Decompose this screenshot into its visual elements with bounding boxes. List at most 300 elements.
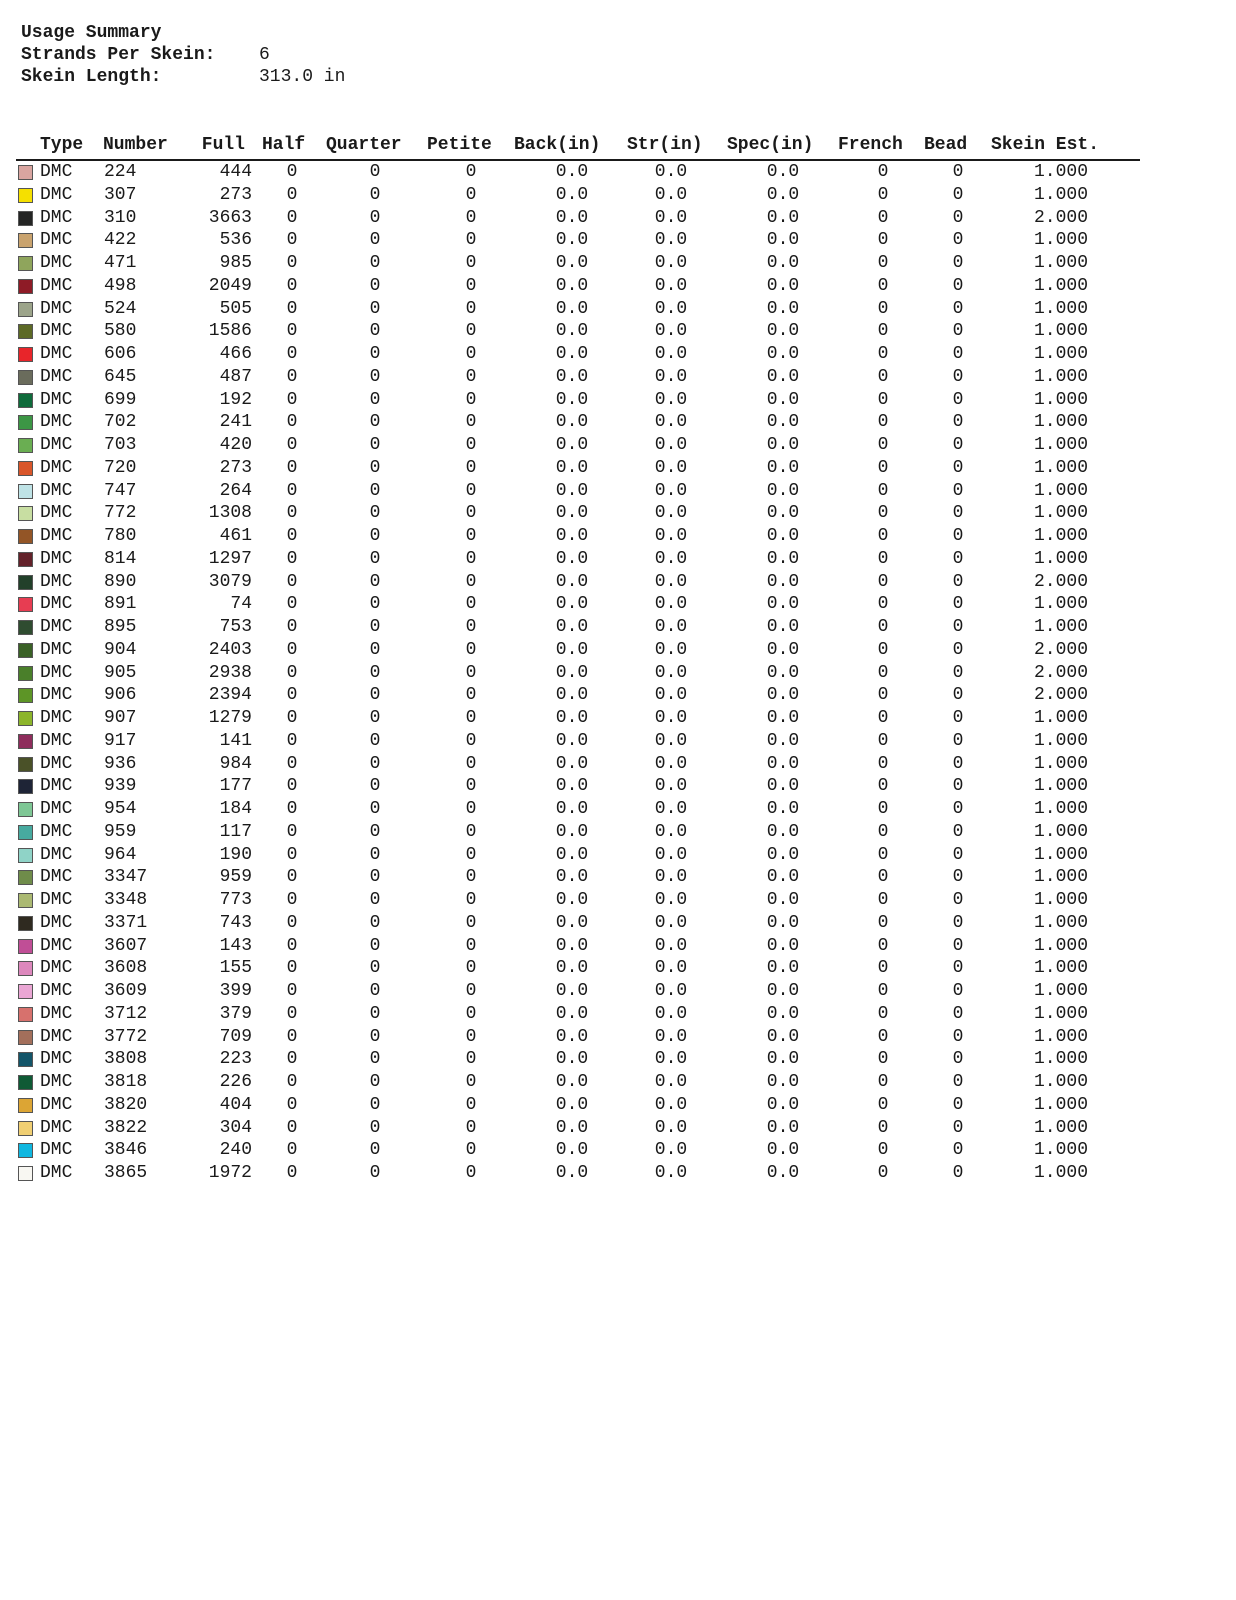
cell-skein-est: 1.000 bbox=[1033, 799, 1088, 819]
cell-spec: 0.0 bbox=[766, 1003, 800, 1024]
color-swatch bbox=[18, 370, 33, 385]
cell-full: 190 bbox=[219, 844, 252, 865]
cell-number: 3608 bbox=[104, 958, 148, 979]
cell-number: 3818 bbox=[104, 1072, 148, 1092]
cell-full: 709 bbox=[219, 1026, 252, 1047]
cell-type: DMC bbox=[40, 184, 73, 205]
cell-half: 0 bbox=[286, 275, 298, 296]
cell-quarter: 0 bbox=[369, 639, 381, 660]
cell-quarter: 0 bbox=[369, 457, 381, 478]
cell-bead: 0 bbox=[952, 799, 964, 819]
cell-number: 580 bbox=[104, 321, 137, 342]
table-row bbox=[16, 389, 1140, 412]
cell-half: 0 bbox=[286, 935, 298, 956]
table-row bbox=[16, 502, 1140, 525]
cell-number: 747 bbox=[104, 480, 137, 501]
cell-quarter: 0 bbox=[369, 253, 381, 273]
color-swatch bbox=[18, 393, 33, 408]
cell-number: 906 bbox=[104, 685, 137, 706]
cell-french: 0 bbox=[877, 457, 889, 478]
cell-quarter: 0 bbox=[369, 844, 381, 865]
cell-french: 0 bbox=[877, 1117, 889, 1138]
table-body bbox=[16, 161, 1140, 1185]
cell-french: 0 bbox=[877, 275, 889, 296]
cell-skein-est: 1.000 bbox=[1033, 503, 1088, 524]
cell-full: 985 bbox=[219, 253, 252, 273]
cell-type: DMC bbox=[40, 867, 73, 888]
cell-str: 0.0 bbox=[654, 207, 688, 228]
cell-full: 2394 bbox=[208, 685, 252, 706]
cell-petite: 0 bbox=[465, 1163, 477, 1183]
cell-spec: 0.0 bbox=[766, 366, 800, 387]
cell-number: 936 bbox=[104, 753, 137, 774]
cell-str: 0.0 bbox=[654, 344, 688, 364]
cell-skein-est: 1.000 bbox=[1033, 1072, 1088, 1092]
cell-half: 0 bbox=[286, 207, 298, 228]
cell-full: 420 bbox=[219, 435, 252, 455]
table-row bbox=[16, 434, 1140, 457]
cell-petite: 0 bbox=[465, 344, 477, 364]
cell-back: 0.0 bbox=[555, 548, 589, 569]
cell-bead: 0 bbox=[952, 1140, 964, 1161]
table-row bbox=[16, 229, 1140, 252]
cell-bead: 0 bbox=[952, 685, 964, 706]
skein-length-line bbox=[21, 66, 345, 88]
cell-full: 773 bbox=[219, 890, 252, 910]
strands-per-skein-label: Strands Per Skein: bbox=[21, 45, 216, 65]
table-row bbox=[16, 1026, 1140, 1049]
cell-type: DMC bbox=[40, 730, 73, 751]
cell-back: 0.0 bbox=[555, 571, 589, 592]
cell-type: DMC bbox=[40, 1072, 73, 1092]
cell-full: 487 bbox=[219, 366, 252, 387]
cell-skein-est: 1.000 bbox=[1033, 844, 1088, 865]
cell-full: 1279 bbox=[208, 708, 252, 728]
cell-type: DMC bbox=[40, 753, 73, 774]
cell-skein-est: 2.000 bbox=[1033, 639, 1088, 660]
color-swatch bbox=[18, 734, 33, 749]
cell-back: 0.0 bbox=[555, 935, 589, 956]
cell-skein-est: 1.000 bbox=[1033, 890, 1088, 910]
cell-skein-est: 1.000 bbox=[1033, 730, 1088, 751]
table-row bbox=[16, 957, 1140, 980]
cell-type: DMC bbox=[40, 1117, 73, 1138]
cell-french: 0 bbox=[877, 1140, 889, 1161]
cell-french: 0 bbox=[877, 162, 889, 182]
cell-skein-est: 1.000 bbox=[1033, 298, 1088, 319]
cell-spec: 0.0 bbox=[766, 298, 800, 319]
cell-str: 0.0 bbox=[654, 321, 688, 342]
cell-half: 0 bbox=[286, 1140, 298, 1161]
cell-back: 0.0 bbox=[555, 821, 589, 842]
cell-type: DMC bbox=[40, 321, 73, 342]
cell-quarter: 0 bbox=[369, 1140, 381, 1161]
column-header-petite: Petite bbox=[427, 135, 492, 155]
cell-number: 891 bbox=[104, 594, 137, 615]
cell-number: 814 bbox=[104, 548, 137, 569]
cell-quarter: 0 bbox=[369, 298, 381, 319]
cell-quarter: 0 bbox=[369, 321, 381, 342]
usage-table bbox=[16, 135, 1140, 1185]
cell-petite: 0 bbox=[465, 321, 477, 342]
cell-quarter: 0 bbox=[369, 184, 381, 205]
cell-french: 0 bbox=[877, 1163, 889, 1183]
cell-full: 141 bbox=[219, 730, 252, 751]
cell-type: DMC bbox=[40, 275, 73, 296]
color-swatch bbox=[18, 757, 33, 772]
cell-french: 0 bbox=[877, 321, 889, 342]
cell-quarter: 0 bbox=[369, 776, 381, 797]
cell-quarter: 0 bbox=[369, 685, 381, 706]
cell-petite: 0 bbox=[465, 480, 477, 501]
cell-back: 0.0 bbox=[555, 708, 589, 728]
cell-full: 536 bbox=[219, 230, 252, 251]
table-row bbox=[16, 707, 1140, 730]
table-row bbox=[16, 639, 1140, 662]
cell-str: 0.0 bbox=[654, 184, 688, 205]
table-row bbox=[16, 1162, 1140, 1185]
cell-half: 0 bbox=[286, 435, 298, 455]
cell-petite: 0 bbox=[465, 275, 477, 296]
cell-spec: 0.0 bbox=[766, 207, 800, 228]
cell-number: 959 bbox=[104, 821, 137, 842]
cell-spec: 0.0 bbox=[766, 162, 800, 182]
cell-type: DMC bbox=[40, 548, 73, 569]
cell-petite: 0 bbox=[465, 776, 477, 797]
cell-back: 0.0 bbox=[555, 230, 589, 251]
cell-full: 143 bbox=[219, 935, 252, 956]
cell-type: DMC bbox=[40, 503, 73, 524]
cell-type: DMC bbox=[40, 162, 73, 182]
cell-french: 0 bbox=[877, 435, 889, 455]
cell-skein-est: 2.000 bbox=[1033, 685, 1088, 706]
cell-bead: 0 bbox=[952, 958, 964, 979]
table-row bbox=[16, 1139, 1140, 1162]
cell-back: 0.0 bbox=[555, 1140, 589, 1161]
cell-number: 895 bbox=[104, 617, 137, 637]
cell-bead: 0 bbox=[952, 162, 964, 182]
cell-french: 0 bbox=[877, 1072, 889, 1092]
cell-str: 0.0 bbox=[654, 639, 688, 660]
cell-half: 0 bbox=[286, 344, 298, 364]
cell-half: 0 bbox=[286, 253, 298, 273]
cell-skein-est: 1.000 bbox=[1033, 366, 1088, 387]
cell-spec: 0.0 bbox=[766, 503, 800, 524]
cell-petite: 0 bbox=[465, 1003, 477, 1024]
cell-str: 0.0 bbox=[654, 1003, 688, 1024]
cell-spec: 0.0 bbox=[766, 935, 800, 956]
cell-bead: 0 bbox=[952, 776, 964, 797]
cell-half: 0 bbox=[286, 753, 298, 774]
cell-petite: 0 bbox=[465, 799, 477, 819]
cell-type: DMC bbox=[40, 685, 73, 706]
cell-type: DMC bbox=[40, 708, 73, 728]
cell-french: 0 bbox=[877, 912, 889, 933]
cell-quarter: 0 bbox=[369, 594, 381, 615]
cell-french: 0 bbox=[877, 594, 889, 615]
cell-number: 3347 bbox=[104, 867, 148, 888]
table-row bbox=[16, 1117, 1140, 1140]
cell-back: 0.0 bbox=[555, 184, 589, 205]
cell-back: 0.0 bbox=[555, 457, 589, 478]
cell-half: 0 bbox=[286, 958, 298, 979]
cell-petite: 0 bbox=[465, 1117, 477, 1138]
color-swatch bbox=[18, 1098, 33, 1113]
cell-spec: 0.0 bbox=[766, 548, 800, 569]
cell-spec: 0.0 bbox=[766, 1140, 800, 1161]
color-swatch bbox=[18, 188, 33, 203]
cell-number: 3772 bbox=[104, 1026, 148, 1047]
color-swatch bbox=[18, 438, 33, 453]
cell-type: DMC bbox=[40, 207, 73, 228]
cell-full: 1297 bbox=[208, 548, 252, 569]
cell-skein-est: 1.000 bbox=[1033, 708, 1088, 728]
cell-spec: 0.0 bbox=[766, 753, 800, 774]
cell-number: 645 bbox=[104, 366, 137, 387]
cell-petite: 0 bbox=[465, 981, 477, 1001]
table-row bbox=[16, 684, 1140, 707]
cell-spec: 0.0 bbox=[766, 912, 800, 933]
cell-french: 0 bbox=[877, 366, 889, 387]
cell-str: 0.0 bbox=[654, 503, 688, 524]
table-row bbox=[16, 480, 1140, 503]
cell-bead: 0 bbox=[952, 890, 964, 910]
cell-type: DMC bbox=[40, 594, 73, 615]
skein-length-label: Skein Length: bbox=[21, 67, 162, 87]
cell-full: 192 bbox=[219, 389, 252, 410]
cell-number: 907 bbox=[104, 708, 137, 728]
cell-back: 0.0 bbox=[555, 253, 589, 273]
cell-back: 0.0 bbox=[555, 389, 589, 410]
cell-skein-est: 1.000 bbox=[1033, 230, 1088, 251]
cell-type: DMC bbox=[40, 935, 73, 956]
cell-spec: 0.0 bbox=[766, 571, 800, 592]
cell-spec: 0.0 bbox=[766, 526, 800, 546]
color-swatch bbox=[18, 961, 33, 976]
table-row bbox=[16, 343, 1140, 366]
cell-bead: 0 bbox=[952, 298, 964, 319]
cell-str: 0.0 bbox=[654, 1049, 688, 1070]
cell-skein-est: 1.000 bbox=[1033, 981, 1088, 1001]
cell-bead: 0 bbox=[952, 617, 964, 637]
table-row bbox=[16, 161, 1140, 184]
color-swatch bbox=[18, 870, 33, 885]
cell-spec: 0.0 bbox=[766, 799, 800, 819]
skein-length-value: 313.0 in bbox=[259, 67, 346, 87]
cell-bead: 0 bbox=[952, 594, 964, 615]
cell-full: 304 bbox=[219, 1117, 252, 1138]
cell-number: 3846 bbox=[104, 1140, 148, 1161]
cell-quarter: 0 bbox=[369, 1072, 381, 1092]
color-swatch bbox=[18, 552, 33, 567]
cell-petite: 0 bbox=[465, 503, 477, 524]
cell-str: 0.0 bbox=[654, 776, 688, 797]
cell-quarter: 0 bbox=[369, 207, 381, 228]
cell-type: DMC bbox=[40, 1026, 73, 1047]
cell-full: 743 bbox=[219, 912, 252, 933]
cell-bead: 0 bbox=[952, 253, 964, 273]
cell-full: 753 bbox=[219, 617, 252, 637]
color-swatch bbox=[18, 461, 33, 476]
cell-quarter: 0 bbox=[369, 662, 381, 683]
cell-bead: 0 bbox=[952, 389, 964, 410]
cell-quarter: 0 bbox=[369, 344, 381, 364]
cell-number: 471 bbox=[104, 253, 137, 273]
cell-spec: 0.0 bbox=[766, 730, 800, 751]
cell-spec: 0.0 bbox=[766, 1049, 800, 1070]
cell-half: 0 bbox=[286, 844, 298, 865]
color-swatch bbox=[18, 1121, 33, 1136]
table-row bbox=[16, 411, 1140, 434]
cell-number: 224 bbox=[104, 162, 137, 182]
cell-number: 702 bbox=[104, 412, 137, 433]
cell-back: 0.0 bbox=[555, 662, 589, 683]
cell-full: 117 bbox=[219, 821, 252, 842]
cell-back: 0.0 bbox=[555, 344, 589, 364]
cell-number: 3609 bbox=[104, 981, 148, 1001]
cell-str: 0.0 bbox=[654, 275, 688, 296]
cell-str: 0.0 bbox=[654, 844, 688, 865]
cell-str: 0.0 bbox=[654, 594, 688, 615]
cell-petite: 0 bbox=[465, 821, 477, 842]
cell-spec: 0.0 bbox=[766, 617, 800, 637]
column-header-back: Back(in) bbox=[514, 135, 601, 155]
cell-skein-est: 1.000 bbox=[1033, 457, 1088, 478]
cell-str: 0.0 bbox=[654, 1117, 688, 1138]
cell-bead: 0 bbox=[952, 1117, 964, 1138]
cell-french: 0 bbox=[877, 708, 889, 728]
cell-french: 0 bbox=[877, 753, 889, 774]
cell-number: 3808 bbox=[104, 1049, 148, 1070]
cell-half: 0 bbox=[286, 594, 298, 615]
cell-bead: 0 bbox=[952, 548, 964, 569]
strands-per-skein-value: 6 bbox=[259, 45, 270, 65]
cell-quarter: 0 bbox=[369, 1117, 381, 1138]
cell-half: 0 bbox=[286, 662, 298, 683]
color-swatch bbox=[18, 848, 33, 863]
cell-number: 606 bbox=[104, 344, 137, 364]
cell-french: 0 bbox=[877, 503, 889, 524]
cell-number: 3822 bbox=[104, 1117, 148, 1138]
cell-french: 0 bbox=[877, 890, 889, 910]
cell-skein-est: 1.000 bbox=[1033, 321, 1088, 342]
table-row bbox=[16, 320, 1140, 343]
cell-half: 0 bbox=[286, 639, 298, 660]
table-row bbox=[16, 1094, 1140, 1117]
cell-french: 0 bbox=[877, 1026, 889, 1047]
cell-quarter: 0 bbox=[369, 366, 381, 387]
color-swatch bbox=[18, 324, 33, 339]
cell-spec: 0.0 bbox=[766, 435, 800, 455]
cell-french: 0 bbox=[877, 662, 889, 683]
cell-number: 310 bbox=[104, 207, 137, 228]
cell-half: 0 bbox=[286, 730, 298, 751]
cell-skein-est: 1.000 bbox=[1033, 344, 1088, 364]
cell-petite: 0 bbox=[465, 412, 477, 433]
color-swatch bbox=[18, 666, 33, 681]
cell-french: 0 bbox=[877, 1049, 889, 1070]
cell-back: 0.0 bbox=[555, 867, 589, 888]
color-swatch bbox=[18, 1052, 33, 1067]
cell-half: 0 bbox=[286, 548, 298, 569]
cell-back: 0.0 bbox=[555, 844, 589, 865]
cell-quarter: 0 bbox=[369, 162, 381, 182]
cell-str: 0.0 bbox=[654, 366, 688, 387]
cell-bead: 0 bbox=[952, 184, 964, 205]
cell-number: 3712 bbox=[104, 1003, 148, 1024]
cell-full: 273 bbox=[219, 184, 252, 205]
cell-bead: 0 bbox=[952, 1072, 964, 1092]
cell-bead: 0 bbox=[952, 981, 964, 1001]
cell-spec: 0.0 bbox=[766, 890, 800, 910]
cell-french: 0 bbox=[877, 730, 889, 751]
cell-half: 0 bbox=[286, 184, 298, 205]
cell-full: 2049 bbox=[208, 275, 252, 296]
cell-bead: 0 bbox=[952, 1026, 964, 1047]
cell-petite: 0 bbox=[465, 1026, 477, 1047]
color-swatch bbox=[18, 484, 33, 499]
cell-petite: 0 bbox=[465, 526, 477, 546]
cell-quarter: 0 bbox=[369, 230, 381, 251]
cell-french: 0 bbox=[877, 184, 889, 205]
cell-bead: 0 bbox=[952, 912, 964, 933]
cell-str: 0.0 bbox=[654, 730, 688, 751]
cell-str: 0.0 bbox=[654, 685, 688, 706]
cell-half: 0 bbox=[286, 912, 298, 933]
cell-back: 0.0 bbox=[555, 321, 589, 342]
table-row bbox=[16, 866, 1140, 889]
cell-number: 307 bbox=[104, 184, 137, 205]
column-header-skein-est: Skein Est. bbox=[991, 135, 1100, 155]
cell-petite: 0 bbox=[465, 890, 477, 910]
cell-skein-est: 1.000 bbox=[1033, 1049, 1088, 1070]
cell-back: 0.0 bbox=[555, 1072, 589, 1092]
cell-back: 0.0 bbox=[555, 1117, 589, 1138]
cell-back: 0.0 bbox=[555, 480, 589, 501]
cell-skein-est: 1.000 bbox=[1033, 1117, 1088, 1138]
color-swatch bbox=[18, 802, 33, 817]
cell-spec: 0.0 bbox=[766, 776, 800, 797]
cell-back: 0.0 bbox=[555, 617, 589, 637]
color-swatch bbox=[18, 165, 33, 180]
cell-french: 0 bbox=[877, 639, 889, 660]
color-swatch bbox=[18, 916, 33, 931]
cell-spec: 0.0 bbox=[766, 1026, 800, 1047]
cell-type: DMC bbox=[40, 230, 73, 251]
cell-type: DMC bbox=[40, 821, 73, 842]
table-row bbox=[16, 912, 1140, 935]
color-swatch bbox=[18, 711, 33, 726]
cell-bead: 0 bbox=[952, 867, 964, 888]
cell-petite: 0 bbox=[465, 1094, 477, 1115]
table-row bbox=[16, 844, 1140, 867]
cell-half: 0 bbox=[286, 162, 298, 182]
cell-french: 0 bbox=[877, 548, 889, 569]
cell-back: 0.0 bbox=[555, 162, 589, 182]
cell-half: 0 bbox=[286, 799, 298, 819]
cell-back: 0.0 bbox=[555, 503, 589, 524]
cell-number: 422 bbox=[104, 230, 137, 251]
cell-number: 890 bbox=[104, 571, 137, 592]
cell-full: 505 bbox=[219, 298, 252, 319]
column-header-number: Number bbox=[103, 135, 168, 155]
table-row bbox=[16, 616, 1140, 639]
cell-type: DMC bbox=[40, 298, 73, 319]
color-swatch bbox=[18, 984, 33, 999]
cell-back: 0.0 bbox=[555, 207, 589, 228]
cell-half: 0 bbox=[286, 571, 298, 592]
cell-skein-est: 1.000 bbox=[1033, 1094, 1088, 1115]
